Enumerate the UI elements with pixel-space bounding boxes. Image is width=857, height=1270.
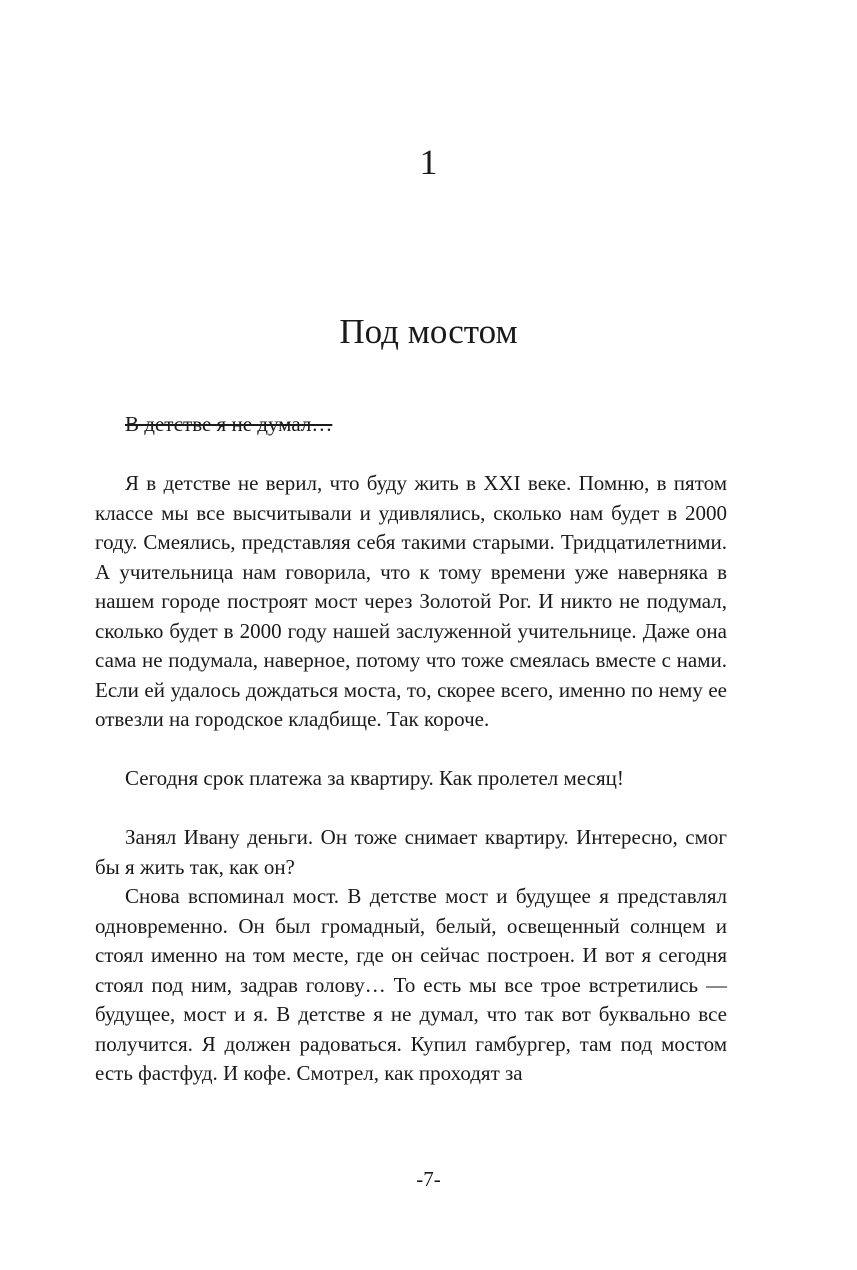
paragraph-ivan: Занял Ивану деньги. Он тоже снимает квартиру. Интересно, смог бы я жить так, как он? xyxy=(95,825,727,879)
chapter-body xyxy=(95,410,727,1089)
paragraph-bridge: Снова вспоминал мост. В детстве мост и будущее я представлял одновременно. Он был громадный, белый, освещенный солнцем и стоял именно на том месте, где он сейчас построен. И вот я сегодня стоял под ним, задрав голову… То есть мы все трое встретились — будущее, мост и я. В детстве я не думал, что так вот буквально все получится. Я должен радоваться. Купил гамбургер, там под мостом есть фастфуд. И кофе. Смотрел, как проходят за xyxy=(95,884,727,1085)
paragraph-rent: Сегодня срок платежа за квартиру. Как пролетел месяц! xyxy=(125,766,624,790)
struck-paragraph: В детстве я не думал… xyxy=(125,412,333,436)
chapter-title: Под мостом xyxy=(339,312,518,351)
chapter-number: 1 xyxy=(419,142,438,182)
paragraph-childhood: Я в детстве не верил, что буду жить в XXI веке. Помню, в пятом классе мы все высчитывали и удивлялись, сколько нам будет в 2000 году. Смеялись, представляя себя такими старыми. Тридцатилетними. А учительница нам говорила, что к тому времени уже наверняка в нашем городе построят мост через Золотой Рог. И никто не подумал, сколько будет в 2000 году нашей заслуженной учительнице. Даже она сама не подумала, наверное, потому что тоже смеялась вместе с нами. Если ей удалось дождаться моста, то, скорее всего, именно по нему ее отвезли на городское кладбище. Так короче. xyxy=(95,471,727,731)
page-number: -7- xyxy=(416,1167,441,1191)
